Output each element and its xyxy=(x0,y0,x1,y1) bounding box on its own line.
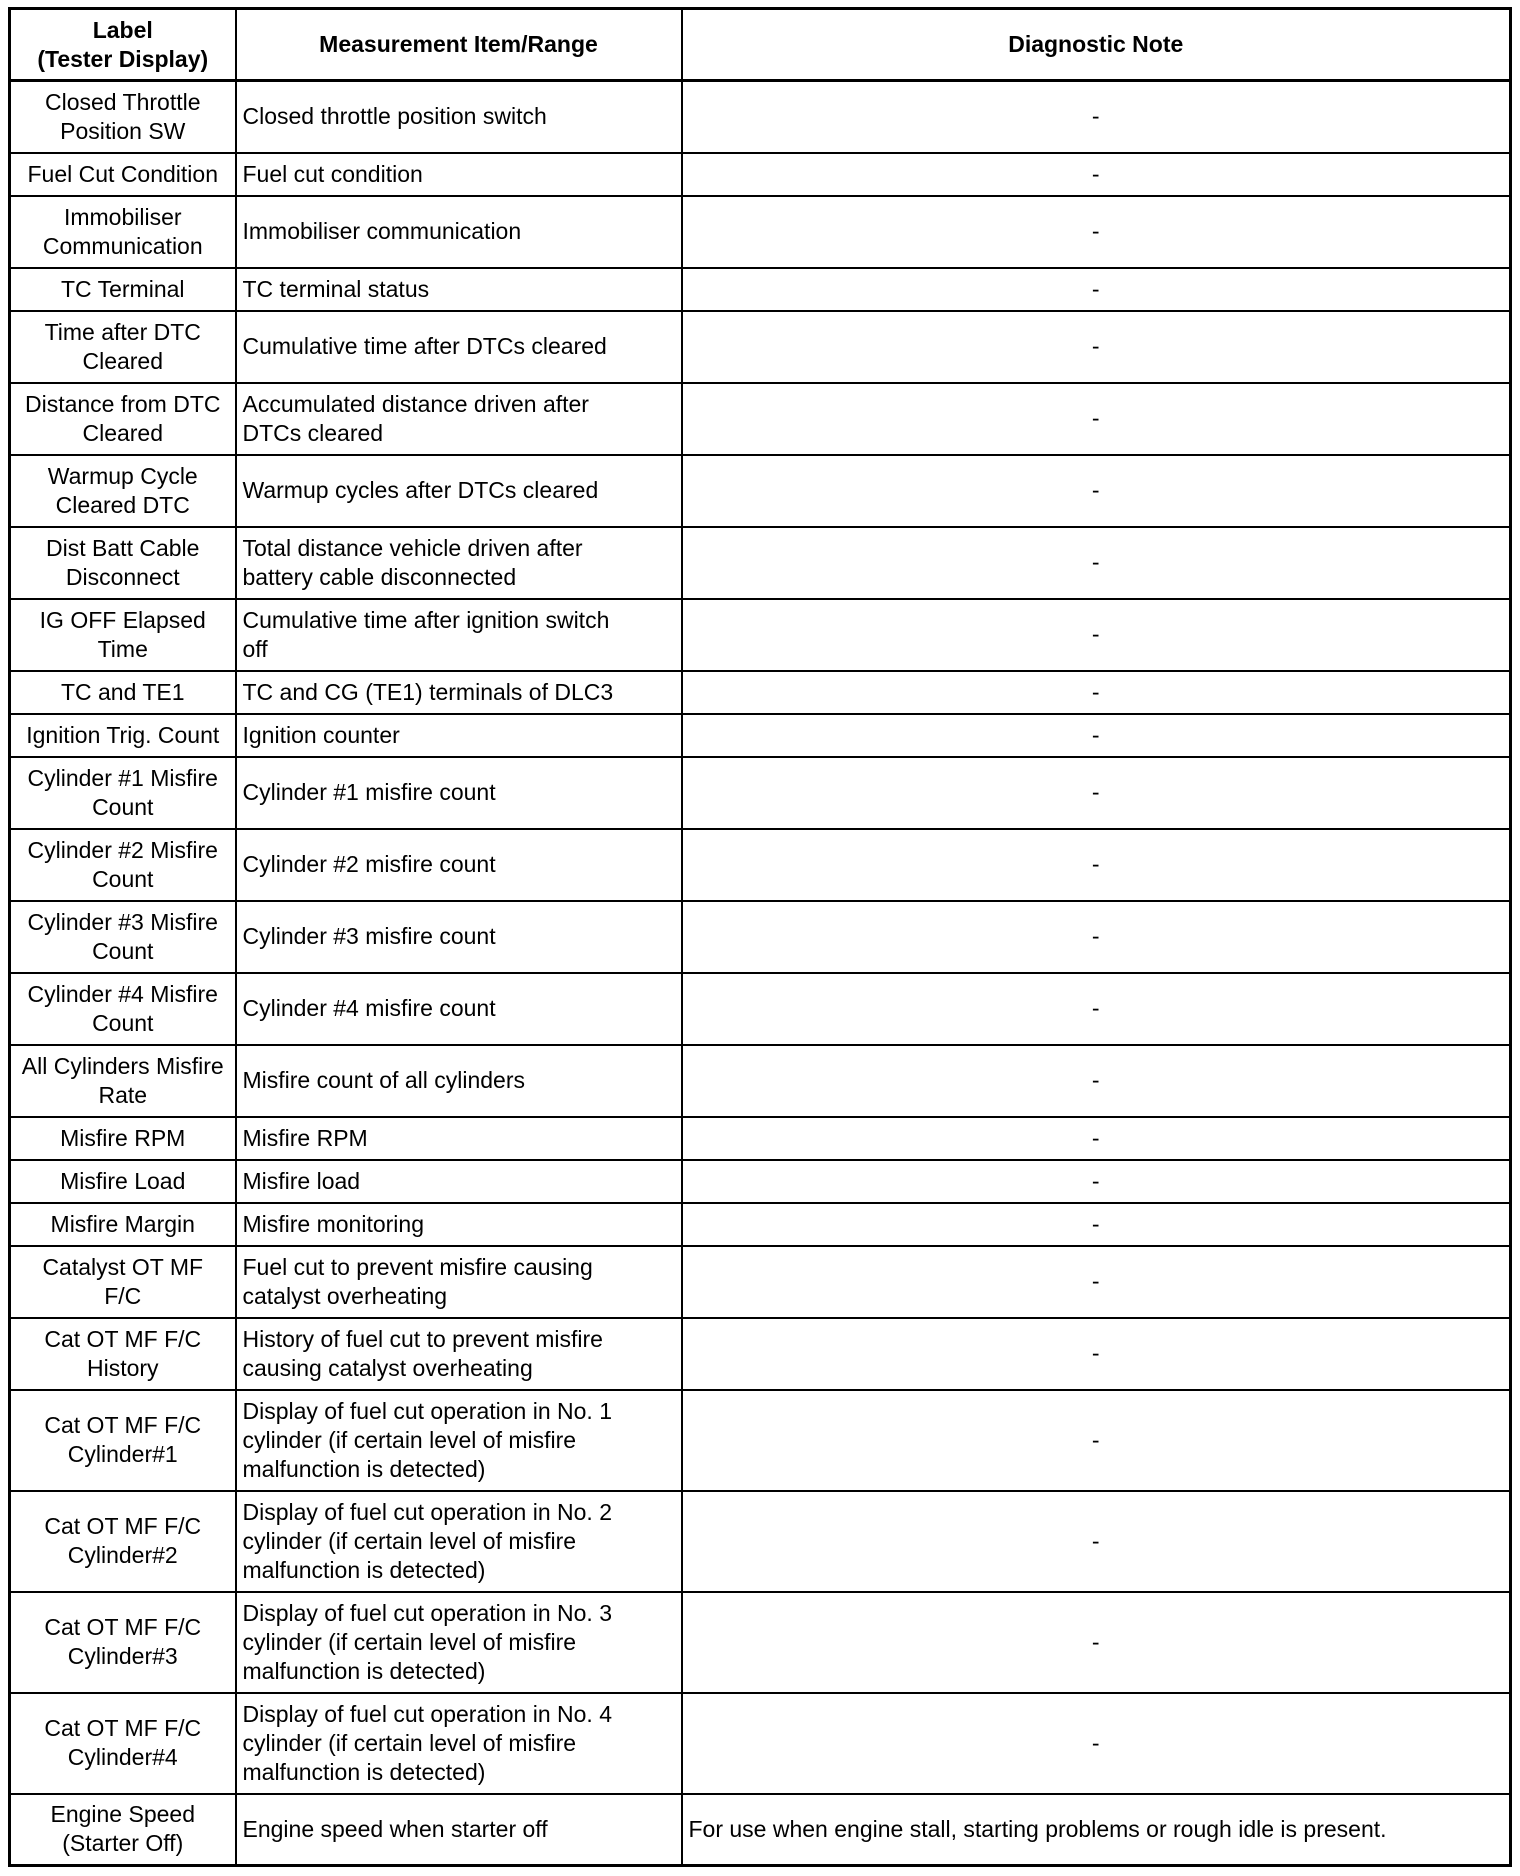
row-measurement-item: Misfire count of all cylinders xyxy=(236,1045,682,1117)
row-measurement-item: Cumulative time after ignition switch off xyxy=(236,599,682,671)
table-row xyxy=(10,1117,1511,1160)
row-diagnostic-note: - xyxy=(682,527,1511,599)
row-label: Cat OT MF F/C History xyxy=(10,1318,236,1390)
row-measurement-item: Display of fuel cut operation in No. 1 cylinder (if certain level of misfire malfunction is detected) xyxy=(236,1390,682,1491)
row-label: Cylinder #4 Misfire Count xyxy=(10,973,236,1045)
table-row xyxy=(10,973,1511,1045)
row-measurement-item: Engine speed when starter off xyxy=(236,1794,682,1866)
row-measurement-item: Cylinder #4 misfire count xyxy=(236,973,682,1045)
row-measurement-item: History of fuel cut to prevent misfire causing catalyst overheating xyxy=(236,1318,682,1390)
header-label xyxy=(10,9,236,81)
row-diagnostic-note: - xyxy=(682,757,1511,829)
table-row xyxy=(10,268,1511,311)
table-row xyxy=(10,527,1511,599)
row-label: Time after DTC Cleared xyxy=(10,311,236,383)
table-row xyxy=(10,671,1511,714)
header-label-line-2: (Tester Display) xyxy=(37,45,209,72)
table-row xyxy=(10,1246,1511,1318)
table-row xyxy=(10,829,1511,901)
table-row xyxy=(10,757,1511,829)
table-row xyxy=(10,383,1511,455)
row-label: TC Terminal xyxy=(10,268,236,311)
row-diagnostic-note: - xyxy=(682,829,1511,901)
row-diagnostic-note: - xyxy=(682,901,1511,973)
row-measurement-item: Cylinder #2 misfire count xyxy=(236,829,682,901)
row-diagnostic-note: - xyxy=(682,714,1511,757)
row-label: Cat OT MF F/C Cylinder#2 xyxy=(10,1491,236,1592)
row-measurement-item: Closed throttle position switch xyxy=(236,81,682,153)
row-label: Distance from DTC Cleared xyxy=(10,383,236,455)
row-label: Warmup Cycle Cleared DTC xyxy=(10,455,236,527)
row-measurement-item: Fuel cut condition xyxy=(236,153,682,196)
table-row xyxy=(10,599,1511,671)
row-diagnostic-note: - xyxy=(682,1318,1511,1390)
table-row xyxy=(10,81,1511,153)
table-row xyxy=(10,1160,1511,1203)
table-row xyxy=(10,1794,1511,1866)
row-measurement-item: Ignition counter xyxy=(236,714,682,757)
row-label: Cylinder #3 Misfire Count xyxy=(10,901,236,973)
row-measurement-item: Misfire monitoring xyxy=(236,1203,682,1246)
row-measurement-item: Display of fuel cut operation in No. 4 cylinder (if certain level of misfire malfunction is detected) xyxy=(236,1693,682,1794)
table-row xyxy=(10,1693,1511,1794)
table-row xyxy=(10,153,1511,196)
table-row xyxy=(10,455,1511,527)
row-measurement-item: Accumulated distance driven after DTCs cleared xyxy=(236,383,682,455)
row-label: Dist Batt Cable Disconnect xyxy=(10,527,236,599)
header-label-line-1: Label xyxy=(92,16,153,43)
row-measurement-item: Cylinder #3 misfire count xyxy=(236,901,682,973)
row-label: Engine Speed (Starter Off) xyxy=(10,1794,236,1866)
row-label: Closed Throttle Position SW xyxy=(10,81,236,153)
row-measurement-item: Display of fuel cut operation in No. 2 cylinder (if certain level of misfire malfunction is detected) xyxy=(236,1491,682,1592)
row-label: Ignition Trig. Count xyxy=(10,714,236,757)
table-row xyxy=(10,1045,1511,1117)
row-diagnostic-note: - xyxy=(682,1203,1511,1246)
row-diagnostic-note: - xyxy=(682,599,1511,671)
row-diagnostic-note: - xyxy=(682,1491,1511,1592)
row-label: TC and TE1 xyxy=(10,671,236,714)
row-diagnostic-note: - xyxy=(682,1160,1511,1203)
row-diagnostic-note: - xyxy=(682,268,1511,311)
row-label: Cylinder #2 Misfire Count xyxy=(10,829,236,901)
row-label: Cylinder #1 Misfire Count xyxy=(10,757,236,829)
row-label: Fuel Cut Condition xyxy=(10,153,236,196)
row-diagnostic-note: - xyxy=(682,973,1511,1045)
table-row xyxy=(10,1592,1511,1693)
header-row xyxy=(10,9,1511,81)
row-measurement-item: Cumulative time after DTCs cleared xyxy=(236,311,682,383)
table-row xyxy=(10,714,1511,757)
table-row xyxy=(10,311,1511,383)
row-measurement-item: Total distance vehicle driven after battery cable disconnected xyxy=(236,527,682,599)
row-diagnostic-note: - xyxy=(682,1045,1511,1117)
row-label: Cat OT MF F/C Cylinder#4 xyxy=(10,1693,236,1794)
row-measurement-item: Immobiliser communication xyxy=(236,196,682,268)
row-label: Misfire RPM xyxy=(10,1117,236,1160)
row-label: Misfire Margin xyxy=(10,1203,236,1246)
table-row xyxy=(10,1390,1511,1491)
row-diagnostic-note: - xyxy=(682,1390,1511,1491)
row-label: Catalyst OT MF F/C xyxy=(10,1246,236,1318)
row-diagnostic-note: - xyxy=(682,1592,1511,1693)
table-row xyxy=(10,196,1511,268)
row-label: Immobiliser Communication xyxy=(10,196,236,268)
tester-data-table xyxy=(8,7,1512,1867)
table-row xyxy=(10,901,1511,973)
row-measurement-item: Display of fuel cut operation in No. 3 cylinder (if certain level of misfire malfunction is detected) xyxy=(236,1592,682,1693)
row-measurement-item: TC and CG (TE1) terminals of DLC3 xyxy=(236,671,682,714)
row-label: All Cylinders Misfire Rate xyxy=(10,1045,236,1117)
row-diagnostic-note: - xyxy=(682,153,1511,196)
row-diagnostic-note: - xyxy=(682,1693,1511,1794)
row-diagnostic-note: For use when engine stall, starting problems or rough idle is present. xyxy=(682,1794,1511,1866)
row-diagnostic-note: - xyxy=(682,81,1511,153)
row-label: Misfire Load xyxy=(10,1160,236,1203)
row-diagnostic-note: - xyxy=(682,383,1511,455)
row-measurement-item: TC terminal status xyxy=(236,268,682,311)
row-diagnostic-note: - xyxy=(682,1246,1511,1318)
row-label: IG OFF Elapsed Time xyxy=(10,599,236,671)
table-row xyxy=(10,1203,1511,1246)
table-row xyxy=(10,1318,1511,1390)
row-diagnostic-note: - xyxy=(682,455,1511,527)
row-measurement-item: Cylinder #1 misfire count xyxy=(236,757,682,829)
header-item: Measurement Item/Range xyxy=(236,9,682,81)
row-measurement-item: Warmup cycles after DTCs cleared xyxy=(236,455,682,527)
table-row xyxy=(10,1491,1511,1592)
row-measurement-item: Misfire load xyxy=(236,1160,682,1203)
row-measurement-item: Fuel cut to prevent misfire causing catalyst overheating xyxy=(236,1246,682,1318)
row-diagnostic-note: - xyxy=(682,1117,1511,1160)
row-diagnostic-note: - xyxy=(682,196,1511,268)
row-label: Cat OT MF F/C Cylinder#3 xyxy=(10,1592,236,1693)
row-measurement-item: Misfire RPM xyxy=(236,1117,682,1160)
header-note: Diagnostic Note xyxy=(682,9,1511,81)
row-diagnostic-note: - xyxy=(682,311,1511,383)
row-diagnostic-note: - xyxy=(682,671,1511,714)
row-label: Cat OT MF F/C Cylinder#1 xyxy=(10,1390,236,1491)
